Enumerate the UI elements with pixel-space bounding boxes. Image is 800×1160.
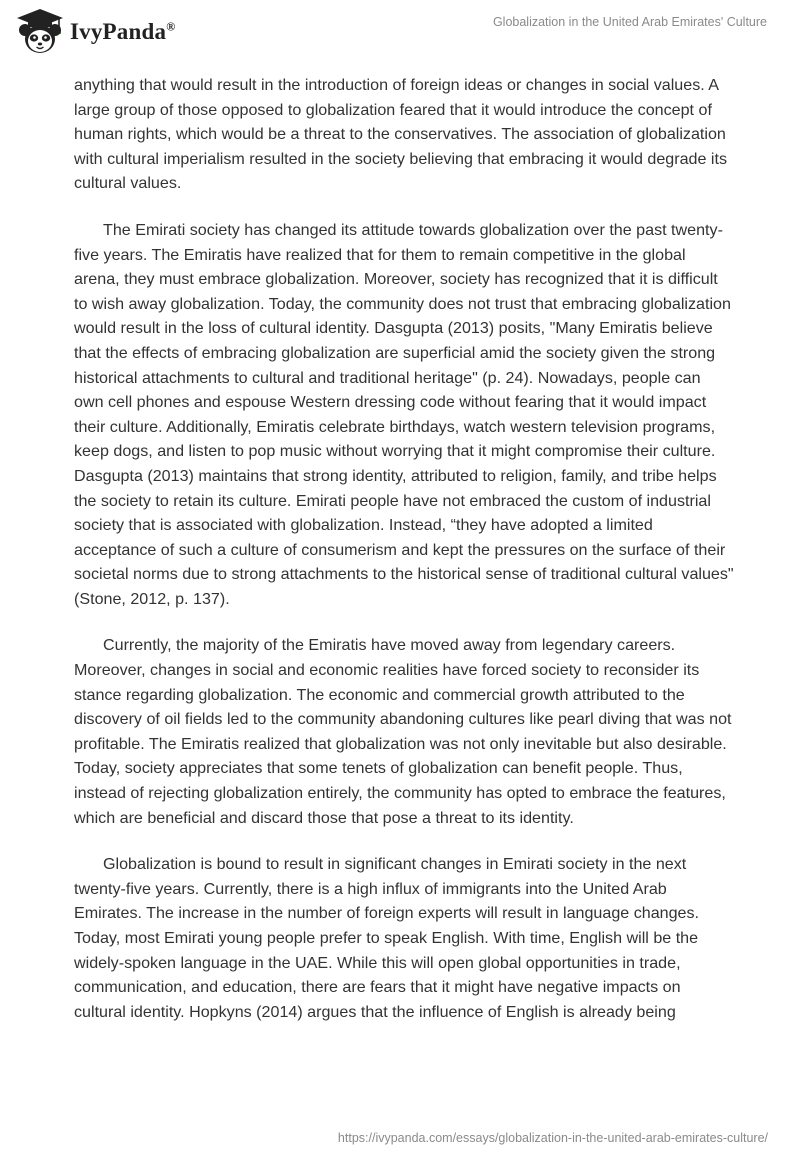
document-title: Globalization in the United Arab Emirates' Culture — [492, 15, 767, 29]
paragraph: Globalization is bound to result in significant changes in Emirati society in the next twenty-five years. Currently, there is a high influx of immigrants into the United Arab Emirates. The increase in the number of foreign experts will result in language changes. Today, most Emirati young people prefer to speak English. With time, English will be the widely-spoken language in the UAE. While this will open global opportunities in trade, communication, and education, there are fears that it might have negative impacts on cultural identity. Hopkyns (2014) argues that the influence of English is already being — [74, 855, 700, 1021]
paragraph: Currently, the majority of the Emiratis have moved away from legendary careers. Moreover, changes in social and economic realities have forced society to reconsider its stance regarding globalization. The economic and commercial growth attributed to the discovery of oil fields led to the community abandoning cultures like pearl diving that was not profitable. The Emiratis realized that globalization was not only inevitable but also desirable. Today, society appreciates that some tenets of globalization can benefit people. Thus, instead of rejecting globalization entirely, the community has opted to embrace the features, which are beneficial and discard those that pose a threat to its identity. — [74, 636, 732, 827]
brand-logo[interactable] — [14, 8, 175, 56]
brand-name: IvyPanda® — [70, 19, 176, 44]
essay-body — [74, 73, 734, 1046]
page-header — [0, 0, 800, 66]
paragraph: The Emirati society has changed its attitude towards globalization over the past twenty-five years. The Emiratis have realized that for them to remain competitive in the global arena, they must embrace globalization. Moreover, society has recognized that it is difficult to wish away globalization. Today, the community does not trust that embracing globalization would result in the loss of cultural identity. Dasgupta (2013) posits, "Many Emiratis believe that the effects of embracing globalization are superficial amid the society given the strong historical attachments to cultural and traditional heritage" (p. 24). Nowadays, people can own cell phones and espouse Western dressing code without fearing that it would impact their culture. Additionally, Emiratis celebrate birthdays, watch western television programs, keep dogs, and listen to pop music without worrying that it might compromise their culture. Dasgupta (2013) maintains that strong identity, attributed to religion, family, and tribe helps the society to retain its culture. Emirati people have not embraced the custom of industrial society that is associated with globalization. Instead, “they have adopted a limited acceptance of such a culture of consumerism and kept the pressures on the surface of their societal norms due to strong attachments to the historical sense of traditional cultural values" (Stone, 2012, p. 137). — [74, 220, 734, 608]
paragraph: anything that would result in the introduction of foreign ideas or changes in social values. A large group of those opposed to globalization feared that it would introduce the concept of human rights, which would be a threat to the conservatives. The association of globalization with cultural imperialism resulted in the society believing that embracing it would degrade its cultural values. — [74, 76, 728, 193]
source-url[interactable]: https://ivypanda.com/essays/globalization-in-the-united-arab-emirates-culture/ — [337, 1131, 768, 1145]
panda-graduate-icon — [14, 8, 66, 56]
